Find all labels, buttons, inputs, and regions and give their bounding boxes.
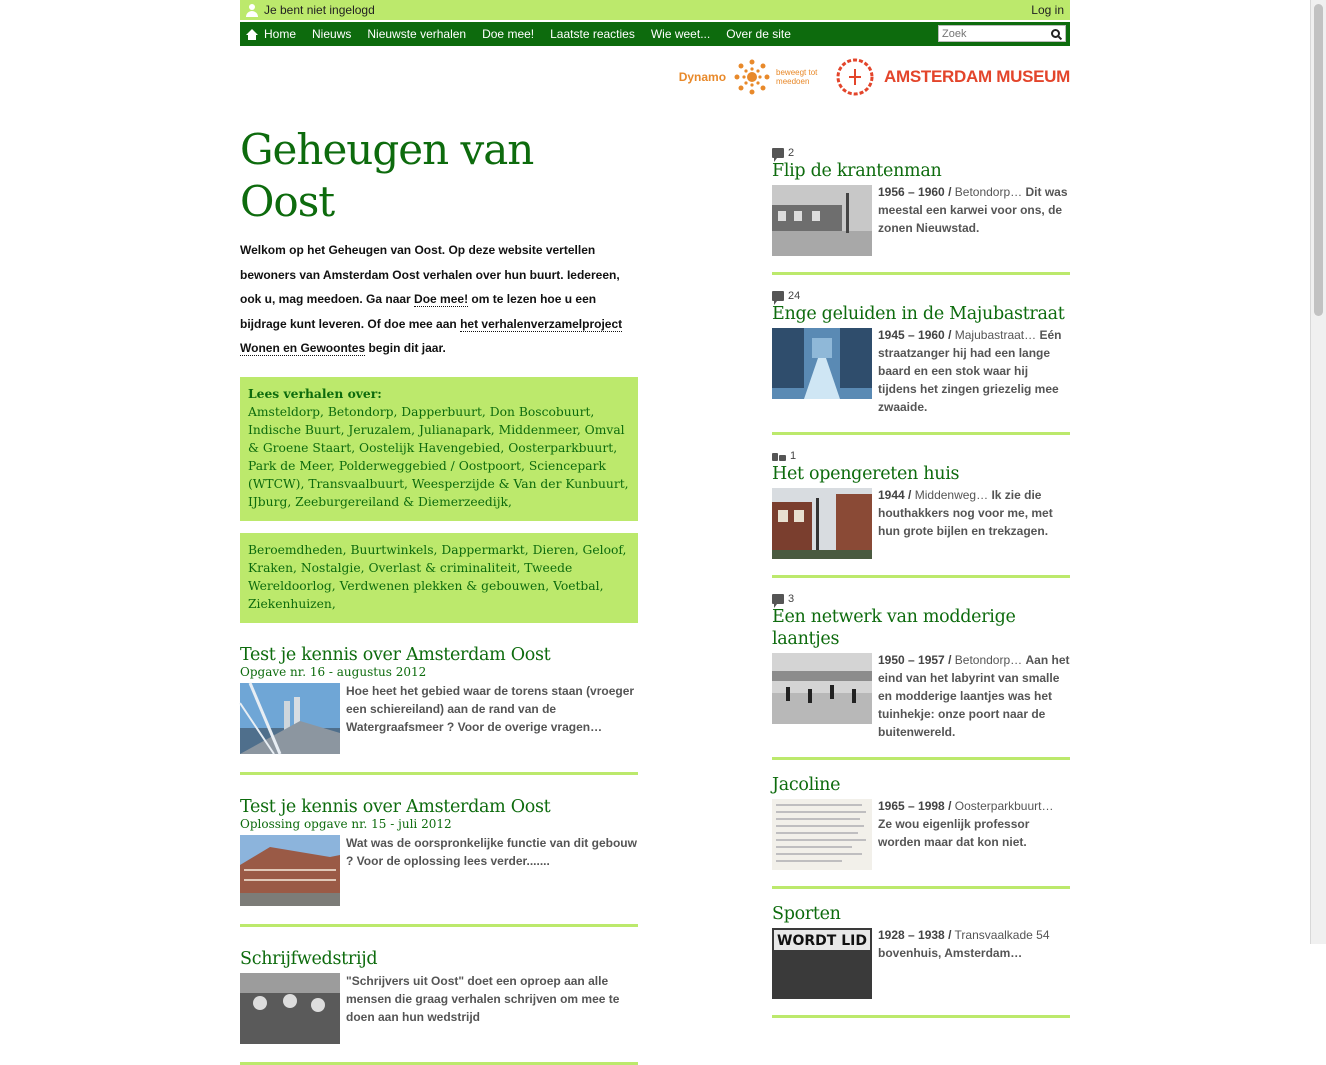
list-separator: , [293,560,301,575]
story-item [240,645,638,775]
login-link[interactable]: Log in [1031,3,1064,17]
story-meta [772,289,1070,303]
intro-part-1: Welkom op het Geheugen van Oost. Op deze website vertellen bewoners van Amsterdam Oost verhalen over hun buurt. Iedereen, ook u, mag meedoen. Ga naar [240,243,620,306]
theme-link[interactable]: Voetbal [553,578,600,593]
thumbs-up-icon [772,451,786,461]
sidebar-stories [772,146,1070,1032]
list-separator: , [490,422,499,437]
theme-link[interactable]: Geloof [582,542,623,557]
story-title[interactable]: Flip de krantenman [772,161,942,181]
themes-box [240,533,638,623]
nav-wie-weet[interactable]: Wie weet... [650,27,711,41]
theme-link[interactable]: Ziekenhuizen [248,596,332,611]
nav-doe-mee[interactable]: Doe mee! [482,27,535,41]
theme-link[interactable]: Nostalgie [300,560,361,575]
story-place: Betondorp… [954,653,1023,667]
story-years: 1945 – 1960 [878,328,945,342]
story-item [240,797,638,927]
story-meta [772,592,1070,606]
list-separator: , [500,440,509,455]
intro-part-3: begin dit jaar. [365,341,446,355]
comment-icon [772,148,784,158]
sign-text: WORDT LID [777,933,867,949]
page-title: Geheugen van Oost [240,125,534,226]
story-excerpt-text: bovenhuis, Amsterdam… [878,946,1023,960]
street-photo-thumbnail[interactable] [772,185,872,256]
dynamo-sun-icon[interactable] [732,57,772,97]
story-years: 1950 – 1957 [878,653,945,667]
snowy-street-photo-thumbnail[interactable] [772,328,872,399]
list-separator: , [481,404,490,419]
like-count: 1 [790,450,797,462]
neighbourhood-link[interactable]: Middenmeer [498,422,577,437]
list-separator: , [287,494,296,509]
neighbourhood-list [248,403,630,511]
comment-count: 24 [788,290,801,302]
main-nav [240,22,1070,46]
list-separator: , [545,578,554,593]
list-separator: , [300,476,309,491]
list-separator: , [331,596,336,611]
theme-link[interactable]: Verdwenen plekken & gebouwen [339,578,546,593]
story-excerpt-text: Dit was meestal een karwei voor ons, de zonen Nieuwstad. [878,185,1068,235]
neighbourhood-link[interactable]: Don Boscobuurt [489,404,591,419]
neighbourhood-link[interactable]: Oosterparkbuurt [508,440,614,455]
dynamo-logo-text[interactable]: Dynamo [678,70,727,84]
list-separator: , [524,542,533,557]
nav-laatste-reacties[interactable]: Laatste reacties [550,27,635,41]
neighbourhood-link[interactable]: Zeeburgereiland & Diemerzeedijk [295,494,508,509]
story-title[interactable]: Test je kennis over Amsterdam Oost [240,796,551,817]
story-years: 1965 – 1998 [878,799,945,813]
theme-link[interactable]: Overlast & criminaliteit [368,560,517,575]
theme-link[interactable]: Tweede Wereldoorlog [248,560,573,593]
story-subtitle: Oplossing opgave nr. 15 - juli 2012 [240,816,452,831]
story-meta [772,146,1070,160]
neighbourhood-link[interactable]: Betondorp [327,404,394,419]
building-photo-thumbnail[interactable] [240,835,340,906]
neighbourhood-link[interactable]: Weesperzijde & Van der Kunbuurt [411,476,625,491]
sign-photo-thumbnail[interactable] [772,928,872,999]
neighbourhood-link[interactable]: Jeruzalem [348,422,412,437]
story-title[interactable]: Sporten [772,904,841,924]
list-separator: , [599,578,604,593]
list-separator: , [624,476,629,491]
nav-home[interactable] [246,27,296,41]
story-excerpt: Hoe heet het gebied waar de torens staan (vroeger een schiereiland) aan de rand van de Watergraafsmeer ? Voor de overige vragen… [346,683,635,734]
home-icon [246,29,258,40]
theme-list [248,541,630,613]
sidebar-story [772,592,1070,760]
search-icon[interactable] [1051,29,1060,38]
list-separator: , [576,422,585,437]
story-title[interactable]: Het opengereten huis [772,464,960,484]
story-years: 1944 [878,488,905,502]
search-input[interactable] [939,26,1047,41]
list-separator: , [404,476,412,491]
house-photo-thumbnail[interactable] [772,488,872,559]
neighbourhoods-title: Lees verhalen over: [248,385,382,401]
comment-icon [772,291,784,301]
neighbourhood-link[interactable]: Oostelijk Havengebied [359,440,501,455]
list-separator: , [433,542,442,557]
main-column [240,124,638,1065]
page-wrapper [240,0,1070,1024]
story-excerpt-text: Ze wou eigenlijk professor worden maar dat kon niet. [878,817,1030,849]
story-excerpt-text: Eén straatzanger hij had een lange baard en een stok waar hij tijdens het zingen griezelig mee zwaaide. [878,328,1062,414]
story-place: Middenweg… [914,488,989,502]
doe-mee-link[interactable]: Doe mee! [414,292,469,306]
neighbourhood-link[interactable]: Indische Buurt [248,422,341,437]
verhalenproject-link[interactable]: het verhalenverzamelproject Wonen en Gewoontes [240,316,623,355]
partner-logos [679,54,1070,100]
list-separator: , [360,560,369,575]
theme-link[interactable]: Buurtwinkels [350,542,434,557]
story-title[interactable]: Enge geluiden in de Majubastraat [772,304,1065,324]
story-excerpt: Wat was de oorspronkelijke functie van dit gebouw ? Voor de oplossing lees verder....... [346,835,637,868]
list-separator: , [516,560,525,575]
classroom-photo-thumbnail[interactable] [240,973,340,1044]
story-years: 1956 – 1960 [878,185,945,199]
comment-count: 3 [788,593,795,605]
story-excerpt: 1944 / Middenweg… Ik zie die houthakkers nog voor me, met hun grote bijlen en trekzagen. [878,488,1053,538]
theme-link[interactable]: Dieren [532,542,575,557]
list-separator: , [340,422,349,437]
handwritten-letter-thumbnail[interactable] [772,799,872,870]
nav-home-label: Home [264,27,297,41]
museum-emblem-icon[interactable] [830,54,880,100]
story-excerpt-text: Aan het eind van het labyrint van smalle en modderige laantjes was het tuinhekje: onze poort naar de buitenwereld. [878,653,1070,739]
story-excerpt: 1950 – 1957 / Betondorp… Aan het eind van het labyrint van smalle en modderige laantjes was het tuinhekje: onze poort naar de buitenwereld. [878,653,1070,739]
user-icon [246,4,258,17]
vertical-scrollbar[interactable] [1310,0,1326,944]
list-separator: , [520,458,529,473]
theme-link[interactable]: Kraken [248,560,294,575]
sidebar-story [772,903,1070,1018]
story-place: Betondorp… [954,185,1023,199]
story-subtitle: Opgave nr. 16 - augustus 2012 [240,664,427,679]
story-place: Transvaalkade 54 [954,928,1050,942]
neighbourhood-link[interactable]: Omval & Groene Staart [248,422,625,455]
story-place: Majubastraat… [954,328,1037,342]
story-title[interactable]: Jacoline [772,775,841,795]
story-place: Oosterparkbuurt… [954,799,1054,813]
story-item [240,949,638,1065]
list-separator: , [574,542,583,557]
list-separator: , [613,440,618,455]
story-title[interactable]: Een netwerk van modderige laantjes [772,607,1016,649]
sidebar-story [772,774,1070,889]
comment-icon [772,594,784,604]
user-status [246,3,375,17]
neighbourhood-link[interactable]: Park de Meer [248,458,332,473]
story-excerpt: 1965 – 1998 / Oosterparkbuurt… Ze wou eigenlijk professor worden maar dat kon niet. [878,799,1054,849]
museum-logo-text[interactable]: AMSTERDAM MUSEUM [884,67,1070,86]
scrollbar-thumb[interactable] [1314,4,1323,316]
field-photo-thumbnail[interactable] [772,653,872,724]
story-excerpt-text: Ik zie die houthakkers nog voor me, met hun grote bijlen en trekzagen. [878,488,1053,538]
neighbourhoods-box [240,377,638,521]
sidebar-story [772,146,1070,275]
search-box [938,25,1066,42]
nav-nieuws[interactable]: Nieuws [312,27,352,41]
intro-text [240,238,638,361]
bridge-photo-thumbnail[interactable] [240,683,340,754]
neighbourhood-link[interactable]: Julianapark [418,422,491,437]
nav-over-de-site[interactable]: Over de site [726,27,791,41]
list-separator: , [507,494,512,509]
neighbourhood-link[interactable]: Dapperbuurt [401,404,482,419]
story-title[interactable]: Schrijfwedstrijd [240,948,378,969]
user-status-text: Je bent niet ingelogd [264,3,375,17]
dynamo-tagline: beweegt tot meedoen [776,68,818,86]
list-separator: , [411,422,419,437]
comment-count: 2 [788,147,795,159]
sidebar-story [772,289,1070,435]
list-separator: , [622,542,627,557]
top-bar [240,0,1070,20]
list-separator: , [331,458,339,473]
list-separator: , [320,404,328,419]
nav-nieuwste-verhalen[interactable]: Nieuwste verhalen [367,27,467,41]
story-excerpt: 1956 – 1960 / Betondorp… Dit was meestal een karwei voor ons, de zonen Nieuwstad. [878,185,1068,235]
theme-link[interactable]: Beroemdheden [248,542,343,557]
story-excerpt: 1928 – 1938 / Transvaalkade 54 bovenhuis, Amsterdam… [878,928,1050,960]
story-years: 1928 – 1938 [878,928,945,942]
neighbourhood-link[interactable]: Transvaalbuurt [308,476,405,491]
list-separator: , [331,578,340,593]
list-separator: , [351,440,360,455]
story-excerpt: 1945 – 1960 / Majubastraat… Eén straatzanger hij had een lange baard en een stok waar hij tijdens het zingen griezelig mee zwaaide. [878,328,1062,414]
list-separator: , [342,542,351,557]
story-excerpt: "Schrijvers uit Oost" doet een oproep aan alle mensen die graag verhalen schrijven om mee te doen aan hun wedstrijd [346,973,620,1024]
sidebar-story [772,449,1070,578]
list-separator: , [590,404,595,419]
theme-link[interactable]: Dappermarkt [441,542,525,557]
neighbourhood-link[interactable]: IJburg [248,494,288,509]
story-meta [772,449,1070,463]
intro-part-2: om te lezen hoe u een bijdrage kunt leveren. Of doe mee aan [240,292,597,331]
story-title[interactable]: Test je kennis over Amsterdam Oost [240,644,551,665]
neighbourhood-link[interactable]: Polderweggebied / Oostpoort [338,458,521,473]
list-separator: , [393,404,402,419]
neighbourhood-link[interactable]: Sciencepark (WTCW) [248,458,606,491]
neighbourhood-link[interactable]: Amsteldorp [248,404,321,419]
